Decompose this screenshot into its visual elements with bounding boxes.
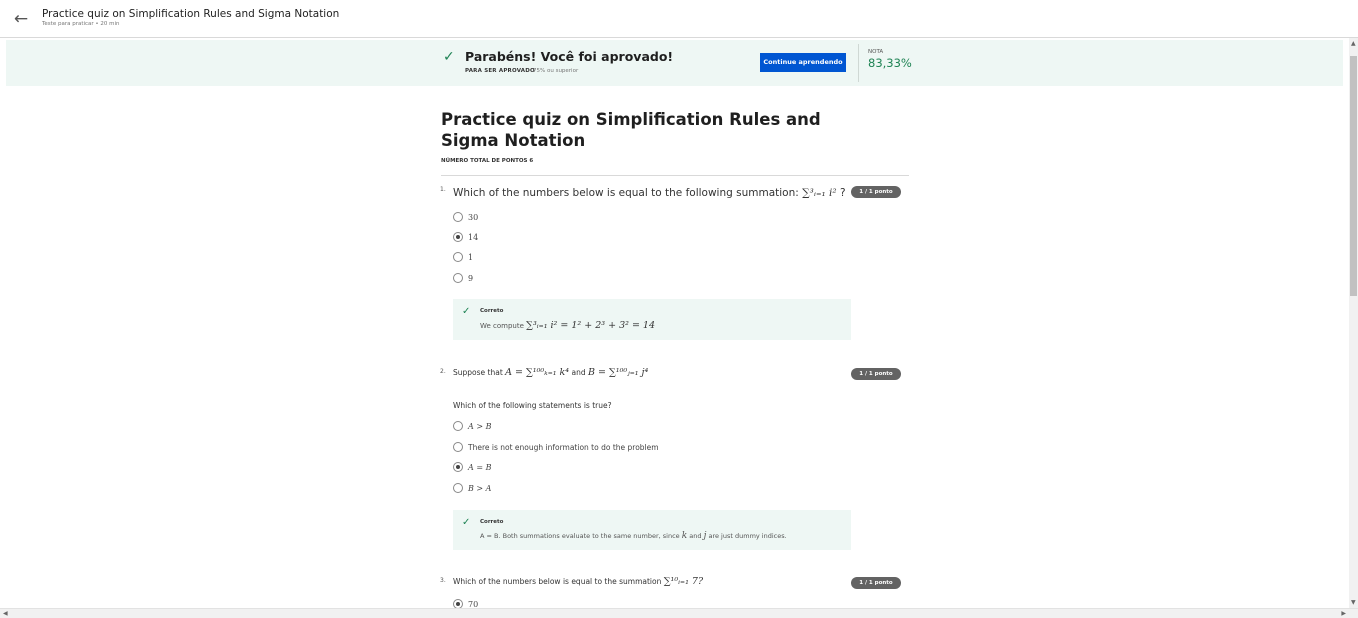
requirement-value: 75% ou superior [533,68,579,74]
feedback-box [453,299,851,340]
points-badge: 1 / 1 ponto [851,186,901,198]
quiz-content [0,86,1345,608]
radio-button[interactable] [453,252,463,262]
option-label: There is not enough information to do the problem [468,442,659,452]
points-badge: 1 / 1 ponto [851,577,901,589]
arrow-left-icon[interactable]: ← [13,9,29,29]
feedback-text-b: are just dummy indices. [708,532,787,540]
check-icon: ✓ [462,306,471,317]
radio-button-selected[interactable] [453,462,463,472]
option-label: B > A [468,483,492,493]
vertical-scrollbar[interactable] [1349,38,1358,608]
feedback-text-a: A = B. Both summations evaluate to the same number, since [480,532,680,540]
banner-divider [858,44,859,82]
radio-button[interactable] [453,483,463,493]
summation-b-math: B = ∑¹⁰⁰ⱼ₌₁ j⁴ [588,367,649,378]
answer-option[interactable] [453,420,491,432]
answer-option[interactable] [453,482,491,494]
answer-option[interactable] [453,251,473,263]
option-label: 1 [468,252,474,262]
radio-button[interactable] [453,442,463,452]
question-text [453,367,648,378]
question-number: 3. [440,577,446,584]
congrats-message: Parabéns! Você foi aprovado! [465,49,674,64]
scroll-up-icon[interactable]: ▲ [1351,40,1356,47]
question-number: 2. [440,368,446,375]
answer-option[interactable] [453,441,659,453]
option-label: 14 [468,232,479,242]
question-text [453,576,703,587]
feedback-box [453,510,851,550]
total-points: NÚMERO TOTAL DE PONTOS 6 [441,158,534,164]
page-header-title: Practice quiz on Simplification Rules and Sigma Notation [42,8,340,20]
question-prompt: Which of the numbers below is equal to the summation [453,577,662,586]
answer-option[interactable] [453,211,478,223]
grade-label: NOTA [868,49,884,55]
summation-a-math: A = ∑¹⁰⁰ₖ₌₁ k⁴ [505,367,570,378]
feedback-math: ∑³ᵢ₌₁ i² = 1² + 2³ + 3² = 14 [526,320,656,331]
feedback-k-math: k [681,531,688,541]
feedback-label: Correto [480,519,504,525]
title-divider [441,175,909,176]
pass-banner [6,40,1343,86]
question-number: 1. [440,186,446,193]
option-label: 30 [468,212,479,222]
check-icon: ✓ [443,49,455,65]
answer-option[interactable] [453,272,473,284]
feedback-text [480,320,655,331]
option-label: A > B [468,421,492,431]
question-prompt-a: Suppose that [453,368,503,377]
quiz-title: Practice quiz on Simplification Rules and Sigma Notation [441,110,821,150]
feedback-label: Correto [480,308,504,314]
horizontal-scrollbar[interactable] [0,608,1358,618]
question-text [453,187,846,199]
scroll-right-icon[interactable]: ▶ [1341,610,1346,617]
requirement-label: PARA SER APROVADO [465,68,535,74]
scroll-down-icon[interactable]: ▼ [1351,599,1356,606]
option-label: 70 [468,599,479,609]
question-sub-prompt: Which of the following statements is true? [453,401,612,410]
summation-math: ∑¹⁰ᵢ₌₁ 7? [663,576,704,587]
option-label: A = B [468,462,492,472]
feedback-and: and [689,532,702,540]
grade-value: 83,33% [868,56,912,70]
radio-button[interactable] [453,421,463,431]
continue-learning-button[interactable]: Continue aprendendo [760,53,846,72]
answer-option[interactable] [453,461,491,473]
feedback-text [480,531,787,541]
question-suffix: ? [839,187,846,199]
answer-option[interactable] [453,231,478,243]
check-icon: ✓ [462,517,471,528]
radio-button[interactable] [453,212,463,222]
question-prompt-b: and [571,368,586,377]
page-header-subtitle: Teste para praticar • 20 min [42,21,120,27]
scroll-left-icon[interactable]: ◀ [3,610,8,617]
summation-math: ∑³ᵢ₌₁ i² [802,187,837,199]
radio-button[interactable] [453,273,463,283]
points-badge: 1 / 1 ponto [851,368,901,380]
feedback-prefix: We compute [480,322,524,330]
option-label: 9 [468,273,474,283]
scroll-thumb[interactable] [1350,56,1357,296]
top-bar [0,0,1358,38]
question-prompt: Which of the numbers below is equal to the following summation: [453,187,799,199]
feedback-j-math: j [703,531,707,541]
radio-button-selected[interactable] [453,232,463,242]
